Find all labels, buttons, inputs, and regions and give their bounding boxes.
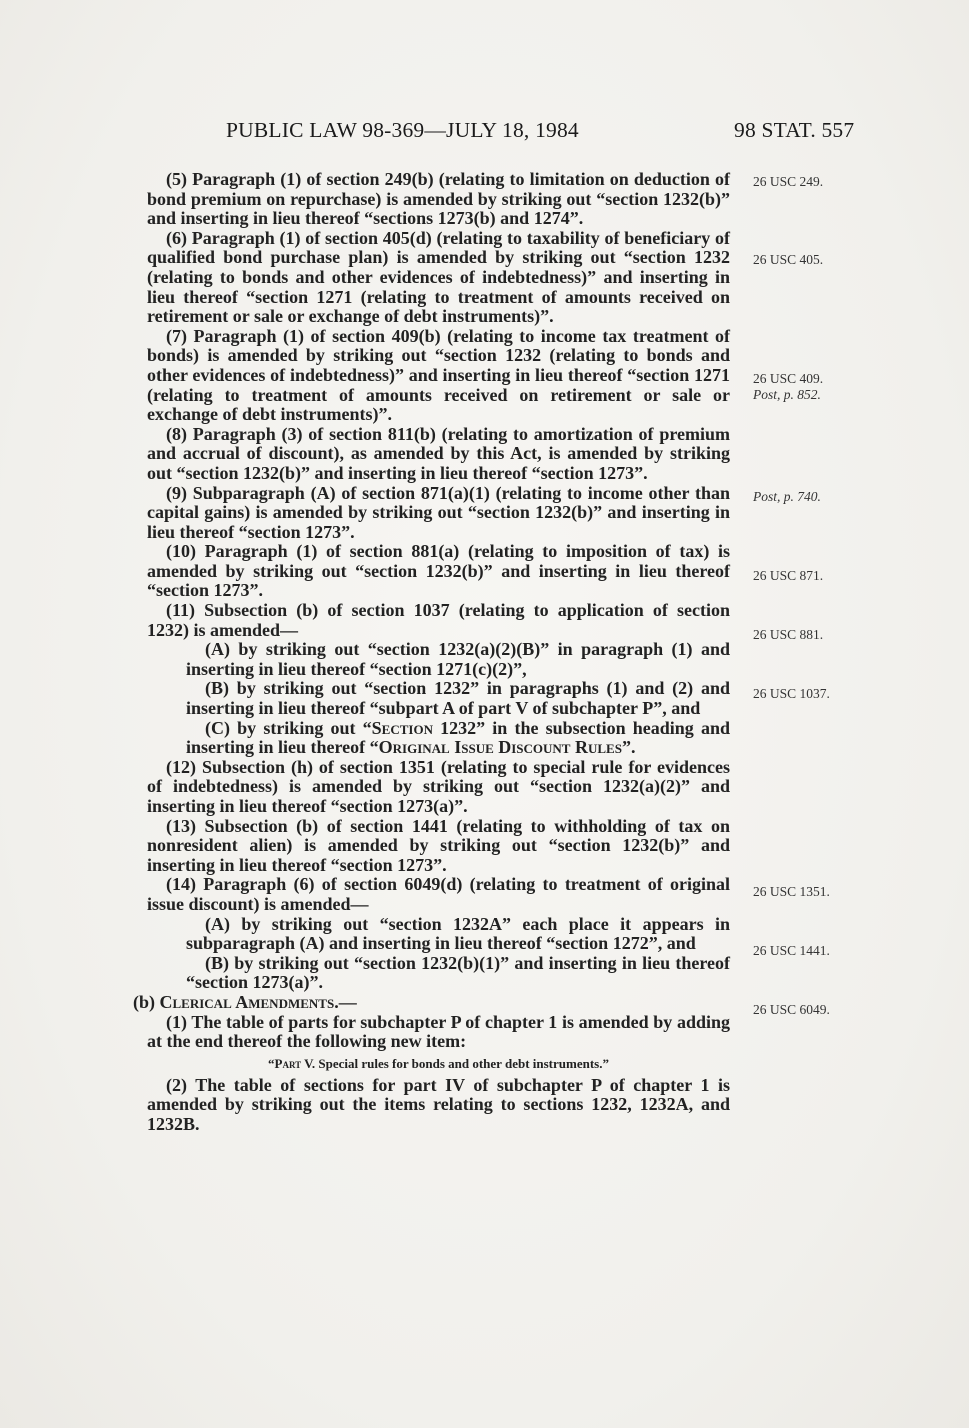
margin-note-post-740 [753, 489, 821, 505]
clerical-paragraph-1: (1) The table of parts for subchapter P of chapter 1 is amended by adding at the end thereof the following new item: [147, 1011, 730, 1052]
table-item-part-word: Part [274, 1055, 302, 1071]
paragraph-11-a: (A) by striking out “section 1232(a)(2)(B)” in paragraph (1) and inserting in lieu thereof “section 1271(c)(2)”, [186, 639, 730, 679]
paragraph-14-b: (B) by striking out “section 1232(b)(1)” and inserting in lieu thereof “section 1273(a)”. [186, 952, 730, 993]
margin-note-881 [753, 627, 823, 643]
paragraph-7: (7) Paragraph (1) of section 409(b) (relating to income tax treatment of bonds) is amended by striking out “section 1232 (relating to bonds and other evidences of indebtedness)” and inserting in lieu thereof “section 1271 (relating to treatment of amounts received on retirement or sale or exchange of debt instruments)”. [147, 325, 730, 425]
subsection-b-title: Clerical Amendments [159, 991, 335, 1012]
paragraph-11-c-text-3: ”. [621, 737, 636, 758]
table-item-text: V. Special rules for bonds and other debt instruments.” [301, 1055, 609, 1071]
margin-note-text: Post, p. 852. [753, 387, 821, 402]
paragraph-11-c-section-word: Section [371, 717, 433, 738]
margin-note-text: 26 USC 871. [753, 568, 824, 583]
paragraph-6: (6) Paragraph (1) of section 405(d) (relating to taxability of beneficiary of qualified bond purchase plan) is amended by striking out “section 1232 (relating to bonds and other evidences of indebtedness)” and inserting in lieu thereof “section 1271 (relating to treatment of amounts received on retirement or sale or exchange of debt instruments)”. [147, 227, 730, 327]
margin-note-1037 [753, 686, 830, 702]
paragraph-11-c-text-1: (C) by striking out “ [205, 717, 372, 738]
paragraph-8: (8) Paragraph (3) of section 811(b) (relating to amortization of premium and accrual of discount), as amended by this Act, is amended by striking out “section 1232(b)” and inserting in lieu thereof “section 1273”. [147, 423, 730, 483]
paragraph-11-c-heading-words: Original Issue Discount Rules [378, 737, 622, 758]
paragraph-12: (12) Subsection (h) of section 1351 (relating to special rule for evidences of indebtedness) is amended by striking out “section 1232(a)(2)” and inserting in lieu thereof “section 1273(a)”. [147, 756, 730, 816]
margin-note-249 [753, 174, 823, 190]
new-table-item [147, 1052, 730, 1076]
margin-note-text: 26 USC 1441. [753, 943, 830, 958]
paragraph-14: (14) Paragraph (6) of section 6049(d) (relating to treatment of original issue discount) is amended— [147, 874, 730, 914]
paragraph-11-c-text-2: 1232” in the subsection heading and inserting in lieu thereof “ [186, 717, 730, 758]
margin-note-text: Post, p. 740. [753, 489, 821, 504]
paragraph-14-a: (A) by striking out “section 1232A” each place it appears in subparagraph (A) and inserting in lieu thereof “section 1272”, and [186, 913, 730, 954]
margin-note-1441 [753, 943, 830, 959]
subsection-b-dash: .— [334, 991, 357, 1012]
paragraph-5: (5) Paragraph (1) of section 249(b) (relating to limitation on deduction of bond premium on repurchase) is amended by striking out “section 1232(b)” and inserting in lieu thereof “sections 1273(b) and 1274”. [147, 169, 730, 229]
margin-note-text: 26 USC 1351. [753, 884, 830, 899]
table-item-open-quote: “ [268, 1055, 275, 1071]
margin-note-text: 26 USC 1037. [753, 686, 830, 701]
margin-note-409 [753, 371, 823, 403]
subsection-b-heading [133, 993, 730, 1013]
margin-note-text: 26 USC 409. [753, 371, 824, 386]
paragraph-11-b: (B) by striking out “section 1232” in paragraphs (1) and (2) and inserting in lieu thereof “subpart A of part V of subchapter P”, and [186, 678, 730, 719]
clerical-paragraph-2: (2) The table of sections for part IV of subchapter P of chapter 1 is amended by striking out the items relating to sections 1232, 1232A, and 1232B. [147, 1074, 730, 1134]
paragraph-11-c [147, 719, 730, 758]
margin-note-text: 26 USC 6049. [753, 1002, 830, 1017]
paragraph-13: (13) Subsection (b) of section 1441 (relating to withholding of tax on nonresident alien) is amended by striking out “section 1232(b)” and inserting in lieu thereof “section 1273”. [147, 815, 730, 875]
margin-note-text: 26 USC 881. [753, 627, 824, 642]
page-header-stat-ref: 98 STAT. 557 [734, 118, 855, 142]
margin-note-text: 26 USC 405. [753, 252, 824, 267]
statute-body [133, 169, 730, 1135]
margin-note-text: 26 USC 249. [753, 174, 824, 189]
paragraph-9: (9) Subparagraph (A) of section 871(a)(1) (relating to income other than capital gains) is amended by striking out “section 1232(b)” and inserting in lieu thereof “section 1273”. [147, 482, 730, 542]
page-header-title: PUBLIC LAW 98-369—JULY 18, 1984 [226, 118, 579, 142]
margin-note-871 [753, 568, 823, 584]
margin-note-1351 [753, 884, 830, 900]
paragraph-11: (11) Subsection (b) of section 1037 (relating to application of section 1232) is amended— [147, 600, 730, 640]
subsection-b-label: (b) [133, 991, 160, 1012]
margin-note-405 [753, 252, 823, 268]
paragraph-10: (10) Paragraph (1) of section 881(a) (relating to imposition of tax) is amended by striking out “section 1232(b)” and inserting in lieu thereof “section 1273”. [147, 541, 730, 601]
margin-note-6049 [753, 1002, 830, 1018]
